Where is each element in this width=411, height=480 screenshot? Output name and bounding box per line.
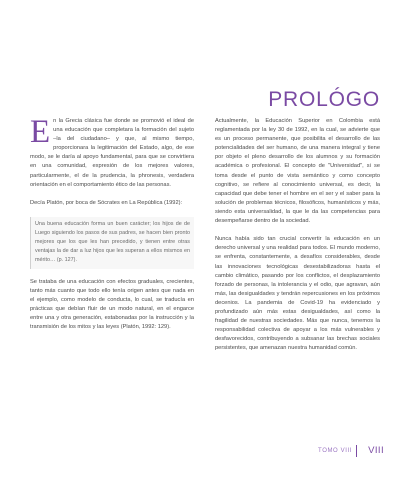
right-column [215,117,380,363]
intro-paragraph [30,114,194,190]
page-number: VIII [368,445,384,456]
volume-label: TOMO VIII [318,448,352,454]
footer-divider [356,445,357,457]
block-quote: Una buena educación forma un buen carácter; los hijos de de Luego siguiendo los pasos de sus padres, se hacen bien pronto mejores que los que les han precedido, y tienen entre otras ventajas la de dar a luz hijos que les superan a ellos mismos en mérito… (p. 127). [30,217,194,268]
education-paragraph: Se trataba de una educación con efectos graduales, crecientes, tanto más cuanto que todo ello tenía origen antes que nada en el ejemplo, como modelo de conducta, lo cual, se traducía en prácticas que debían fluir de un modo natural, en el engarce entre una y otra generación, estabonadas por la instrucción y la transmisión de los mitos y las leyes (Platón, 1992: 129). [30,278,194,331]
drop-cap: E [30,114,51,150]
plato-intro-paragraph: Decía Platón, por boca de Sócrates en La República (1992): [30,199,183,206]
colombia-paragraph: Actualmente, la Educación Superior en Colombia está reglamentada por la ley 30 de 1992, en la cual, se advierte que es un proceso permanente, que posibilita el desarrollo de las potencialidades del ser humano, de una manera integral y tiene por objeto el pleno desarrollo de los alumnos y su formación académica o profesional. El concepto de "Universidad", si se toma desde el punto de vista semántico y como concepto cognitivo, se refiere al conocimiento universal, es decir, la capacidad que debe tener el hombre en el ser y el saber para la solución de problemas técnicos, filosóficos, humanísticos y más, siendo esta universalidad, la que le da las competencias para desempeñarse dentro de la sociedad. [215,118,380,225]
intro-paragraph-text: n la Grecia clásica fue donde se promovió el ideal de una educación que completara la formación del sujeto –la del ciudadano– y que, al mismo tiempo, proporcionara la legitimación del Estado, algo, de ese modo, se le daría al apoyo fundamental, para que se convirtiera en una comunidad, expresión de los mejores valores, particularmente, el de la prudencia, la phronesis, verdadera orientación en el comportamiento ético de las personas. [30,118,194,188]
page-footer [300,445,384,459]
left-column [30,114,194,341]
page-title: PROLÓGO [268,88,380,112]
universal-education-paragraph: Nunca había sido tan crucial convertir la educación en un derecho universal y una realidad para todos. El mundo moderno, se enfrenta, constantemente, a desafíos considerables, desde las innovaciones tecnológicas desestabilizadoras hasta el cambio climático, pasando por los conflictos, el desplazamiento forzado de personas, la intolerancia y el odio, que agravan, aún más, las desigualdades y tendrán repercusiones en los próximos decenios. La pandemia de Covid-19 ha evidenciado y profundizado aún más estas desigualdades, así como la fragilidad de nuestras sociedades. Más que nunca, tenemos la responsabilidad colectiva de apoyar a los más vulnerables y desfavorecidos, contribuyendo a subsanar las brechas sociales persistentes, que amenazan nuestra humanidad común. [215,236,380,352]
